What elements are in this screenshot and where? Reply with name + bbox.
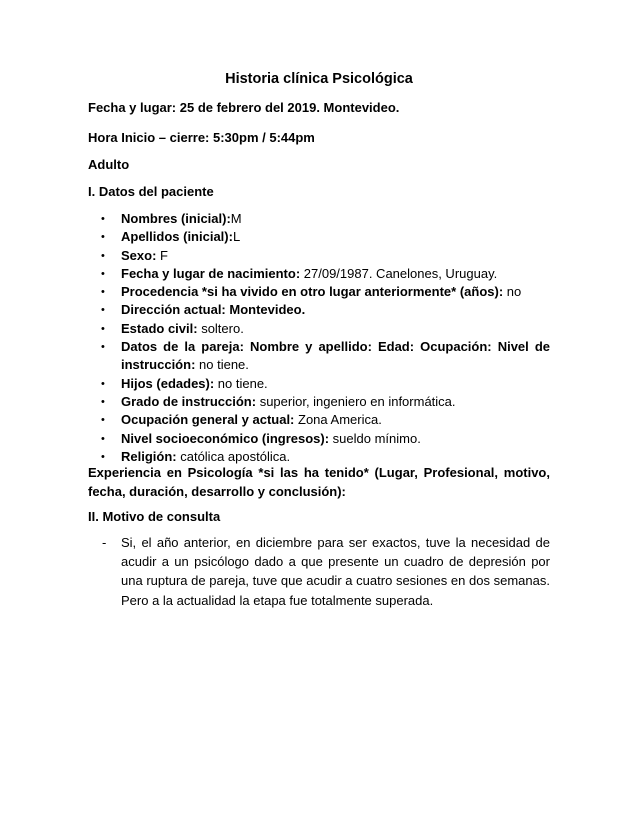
list-item (88, 430, 550, 448)
field-label: Datos de la pareja: Nombre y apellido: Edad: Ocupación: Nivel de instrucción: (121, 339, 550, 373)
dash-marker: - (102, 535, 107, 550)
bullet-icon: • (101, 322, 105, 335)
field-value: no (503, 284, 522, 300)
field-value: M (230, 211, 242, 226)
field-value: católica apostólica. (176, 448, 291, 464)
list-item (88, 265, 550, 283)
field-label: Religión: (121, 448, 177, 464)
motivo-consulta-item (88, 533, 550, 610)
field-label: Dirección actual: Montevideo. (121, 302, 306, 318)
section-1-heading: I. Datos del paciente (88, 184, 214, 199)
field-value: soltero. (197, 320, 244, 336)
bullet-icon: • (101, 213, 105, 225)
bullet-icon: • (101, 432, 105, 445)
list-item (88, 375, 550, 393)
field-value: no tiene. (214, 375, 268, 391)
field-label: Procedencia *si ha vivido en otro lugar anteriormente* (años): (121, 284, 504, 300)
field-value: sueldo mínimo. (329, 430, 421, 446)
bullet-icon: • (101, 377, 105, 390)
field-label: Grado de instrucción: (121, 393, 257, 409)
bullet-icon: • (101, 231, 105, 244)
field-label: Nombres (inicial): (121, 211, 231, 226)
list-item (88, 411, 550, 429)
bullet-icon: • (101, 286, 105, 299)
hora-inicio-cierre: Hora Inicio – cierre: 5:30pm / 5:44pm (88, 130, 315, 145)
list-item (88, 320, 550, 338)
field-label: Apellidos (inicial): (121, 229, 233, 245)
list-item (88, 283, 550, 301)
bullet-icon: • (101, 249, 105, 262)
field-value: Zona America. (294, 412, 382, 428)
document-title: Historia clínica Psicológica (225, 71, 413, 87)
field-label: Fecha y lugar de nacimiento: (121, 265, 301, 281)
field-value: L (232, 229, 241, 245)
list-item (88, 393, 550, 411)
field-label: Sexo: (121, 247, 157, 263)
bullet-icon: • (101, 414, 105, 427)
field-label: Estado civil: (121, 320, 198, 336)
fecha-lugar: Fecha y lugar: 25 de febrero del 2019. Montevideo. (88, 100, 400, 115)
section-2-heading: II. Motivo de consulta (88, 509, 221, 524)
bullet-icon: • (101, 304, 105, 317)
field-value: no tiene. (195, 357, 249, 373)
bullet-icon: • (101, 450, 105, 463)
motivo-consulta-text: Si, el año anterior, en diciembre para ser exactos, tuve la necesidad de acudir a un psicólogo dado a que presente un cuadro de depresión por una ruptura de pareja, tuve que acudir a cuatro sesiones en dos semanas. Pero a la actualidad la etapa fue totalmente superada. (121, 535, 550, 608)
list-item (88, 228, 550, 246)
field-value: 27/09/1987. Canelones, Uruguay. (300, 265, 498, 281)
field-value: superior, ingeniero en informática. (256, 393, 456, 409)
bullet-icon: • (101, 341, 105, 354)
list-item (88, 301, 550, 319)
field-label: Ocupación general y actual: (121, 412, 295, 428)
field-value: F (156, 247, 168, 263)
list-item (88, 338, 550, 375)
tipo-paciente: Adulto (88, 157, 130, 172)
bullet-icon: • (101, 267, 105, 280)
bullet-icon: • (101, 395, 105, 408)
field-label: Hijos (edades): (121, 375, 215, 391)
field-label: Nivel socioeconómico (ingresos): (121, 430, 330, 446)
experiencia-heading: Experiencia en Psicología *si las ha tenido* (Lugar, Profesional, motivo, fecha, duración, desarrollo y conclusión): (88, 465, 550, 499)
patient-data-list (88, 210, 550, 466)
list-item (88, 210, 550, 228)
list-item (88, 247, 550, 265)
